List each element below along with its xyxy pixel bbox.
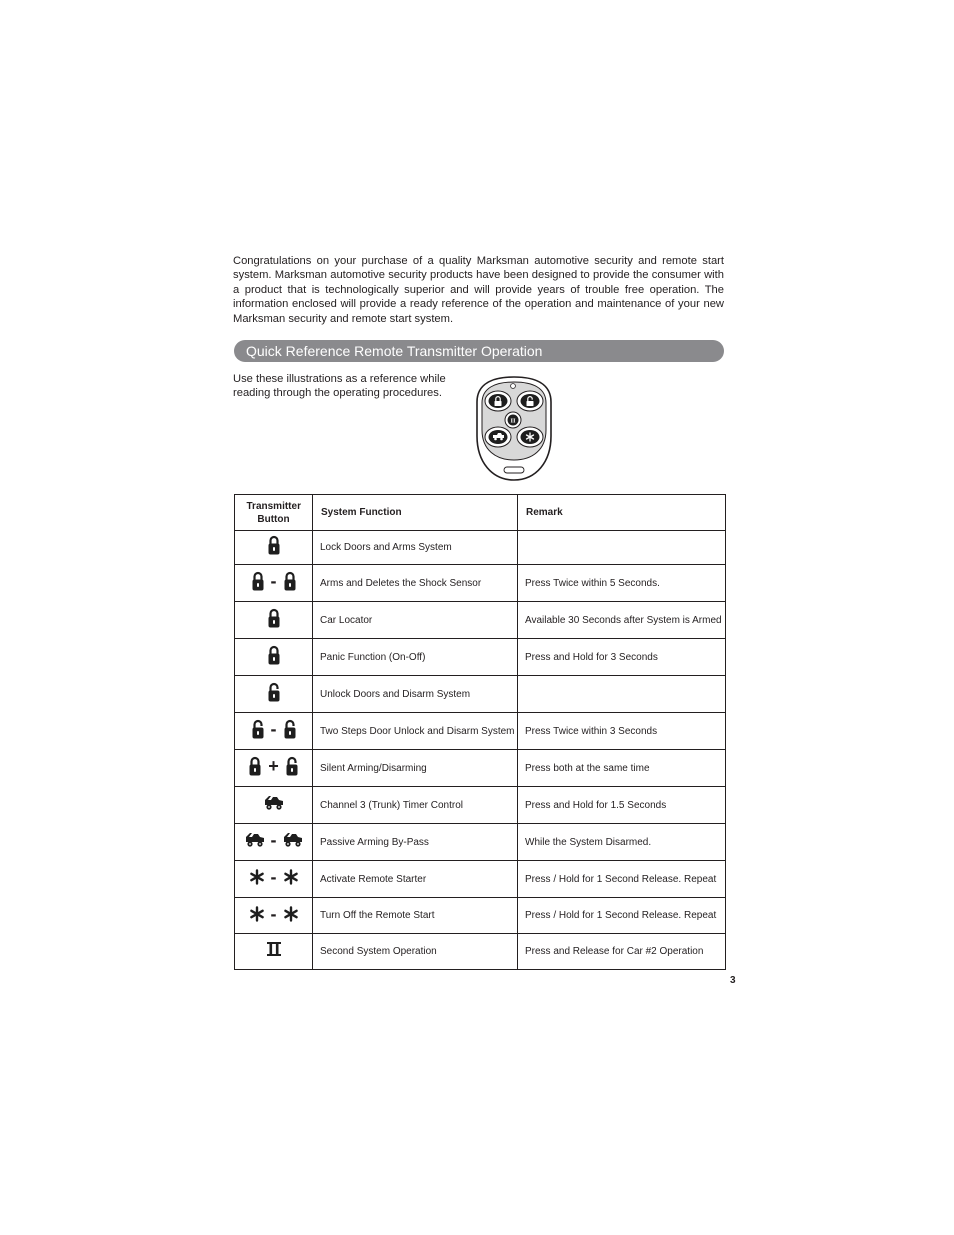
remark-cell: Press / Hold for 1 Second Release. Repeat — [518, 861, 726, 898]
remark-cell — [518, 676, 726, 713]
star-icon — [283, 906, 299, 922]
table-row — [235, 787, 726, 824]
button-combination — [251, 718, 297, 740]
system-function-cell: Second System Operation — [313, 934, 518, 970]
transmitter-button-cell — [235, 861, 313, 898]
button-combination — [245, 831, 303, 849]
transmitter-button-cell — [235, 934, 313, 970]
table-row — [235, 898, 726, 934]
button-combination — [266, 940, 282, 958]
section-title: Quick Reference Remote Transmitter Operation — [246, 343, 543, 359]
unlock-icon — [283, 718, 297, 740]
table-row — [235, 639, 726, 676]
system-function-cell: Silent Arming/Disarming — [313, 750, 518, 787]
header-button-label: Transmitter Button — [246, 500, 301, 525]
table-row — [235, 750, 726, 787]
header-remark — [518, 495, 726, 531]
unlock-icon — [285, 755, 299, 777]
transmitter-button-cell — [235, 676, 313, 713]
transmitter-button-cell — [235, 639, 313, 676]
system-function-cell: Panic Function (On-Off) — [313, 639, 518, 676]
remark-cell: Available 30 Seconds after System is Armed — [518, 602, 726, 639]
remote-button-ii-label: II — [510, 417, 516, 425]
transmitter-button-cell — [235, 750, 313, 787]
lock-icon — [251, 570, 265, 592]
header-remark-label: Remark — [526, 507, 563, 518]
button-combination — [249, 905, 299, 923]
button-combination — [267, 607, 281, 629]
system-function-cell: Passive Arming By-Pass — [313, 824, 518, 861]
remark-cell: Press / Hold for 1 Second Release. Repeat — [518, 898, 726, 934]
system-function-cell: Arms and Deletes the Shock Sensor — [313, 565, 518, 602]
table-row — [235, 713, 726, 750]
system-function-cell: Unlock Doors and Disarm System — [313, 676, 518, 713]
system-function-cell: Two Steps Door Unlock and Disarm System — [313, 713, 518, 750]
remark-cell: Press Twice within 5 Seconds. — [518, 565, 726, 602]
button-combination — [264, 795, 284, 811]
remark-cell: Press and Release for Car #2 Operation — [518, 934, 726, 970]
unlock-icon — [251, 718, 265, 740]
header-function-label: System Function — [321, 507, 402, 518]
transmitter-button-cell — [235, 824, 313, 861]
combination-operator: - — [270, 903, 277, 924]
table-row — [235, 861, 726, 898]
lock-icon — [267, 534, 281, 556]
table-row — [235, 565, 726, 602]
trunk-icon — [245, 832, 265, 848]
transmitter-button-cell — [235, 602, 313, 639]
table-row — [235, 934, 726, 970]
second-system-icon — [266, 940, 282, 958]
combination-operator: - — [270, 718, 277, 739]
transmitter-button-cell — [235, 565, 313, 602]
unlock-icon — [267, 681, 281, 703]
lock-icon — [248, 755, 262, 777]
intro-paragraph: Congratulations on your purchase of a quality Marksman automotive security and remote start system. Marksman automotive security products have been designed to provide the consumer with a product that is technologically superior and will provide years of trouble free operation. The information enclosed will provide a ready reference of the operation and maintenance of your new Marksman security and remote start system. — [233, 255, 724, 325]
system-function-cell: Car Locator — [313, 602, 518, 639]
lock-icon — [267, 607, 281, 629]
system-function-cell: Activate Remote Starter — [313, 861, 518, 898]
transmitter-reference-table — [234, 494, 726, 970]
transmitter-button-cell — [235, 787, 313, 824]
page-number: 3 — [730, 975, 736, 986]
button-combination — [267, 681, 281, 703]
trunk-icon — [283, 832, 303, 848]
lock-icon — [267, 644, 281, 666]
remark-cell: While the System Disarmed. — [518, 824, 726, 861]
table-row — [235, 824, 726, 861]
combination-operator: + — [268, 755, 279, 776]
transmitter-button-cell — [235, 713, 313, 750]
remark-cell: Press and Hold for 1.5 Seconds — [518, 787, 726, 824]
star-icon — [283, 869, 299, 885]
header-transmitter-button — [235, 495, 313, 531]
star-icon — [249, 906, 265, 922]
star-icon — [249, 869, 265, 885]
table-row — [235, 531, 726, 565]
combination-operator: - — [270, 570, 277, 591]
remark-cell: Press Twice within 3 Seconds — [518, 713, 726, 750]
combination-operator: - — [270, 867, 277, 887]
system-function-cell: Turn Off the Remote Start — [313, 898, 518, 934]
remark-cell: Press and Hold for 3 Seconds — [518, 639, 726, 676]
button-combination — [251, 570, 297, 592]
button-combination — [248, 755, 299, 777]
button-combination — [267, 644, 281, 666]
transmitter-button-cell — [235, 898, 313, 934]
remark-cell: Press both at the same time — [518, 750, 726, 787]
table-row — [235, 676, 726, 713]
system-function-cell: Channel 3 (Trunk) Timer Control — [313, 787, 518, 824]
system-function-cell: Lock Doors and Arms System — [313, 531, 518, 565]
header-system-function — [313, 495, 518, 531]
remark-cell — [518, 531, 726, 565]
remote-transmitter-illustration — [474, 374, 554, 482]
combination-operator: - — [270, 830, 277, 850]
table-header-row — [235, 495, 726, 531]
trunk-icon — [264, 795, 284, 811]
lock-icon — [283, 570, 297, 592]
reference-note: Use these illustrations as a reference while reading through the operating procedures. — [233, 373, 446, 400]
table-row — [235, 602, 726, 639]
button-combination — [249, 868, 299, 886]
button-combination — [267, 534, 281, 556]
transmitter-button-cell — [235, 531, 313, 565]
section-banner — [234, 340, 724, 362]
